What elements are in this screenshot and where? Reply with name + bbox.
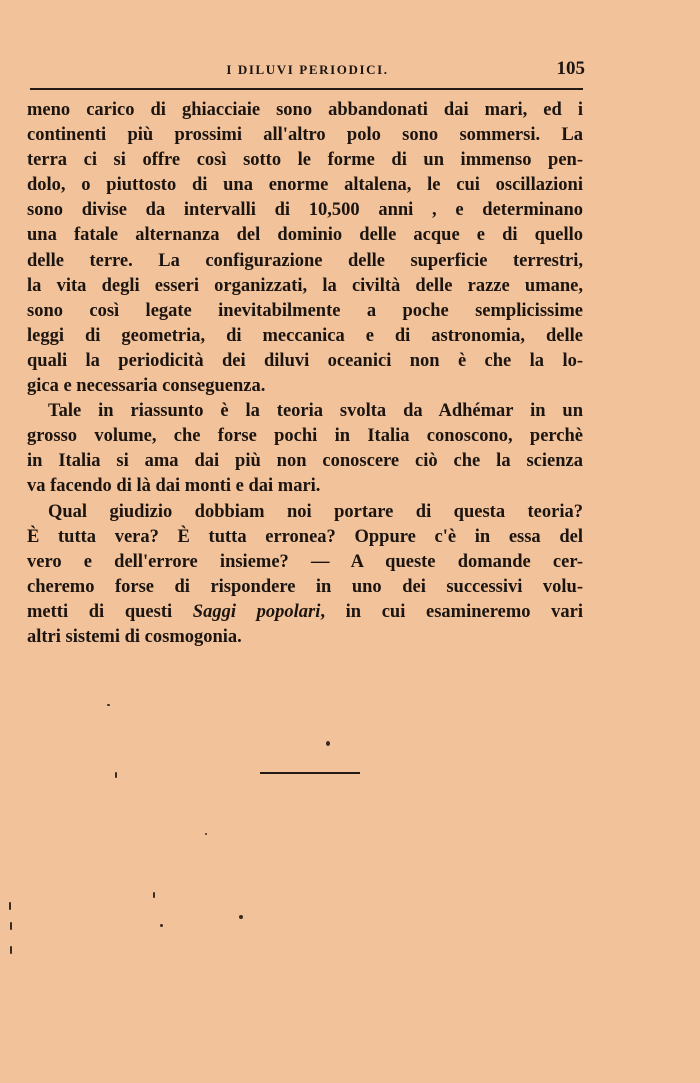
text-line: cheremo forse di rispondere in uno dei successivi volu- [27,576,583,597]
scan-speck [10,922,12,930]
scan-speck [326,741,330,746]
text-segment: metti di questi [27,601,193,622]
text-line-with-italic [27,600,583,625]
text-line: va facendo di là dai monti e dai mari. [27,476,321,497]
text-line: sono così legate inevitabilmente a poche semplicissime [27,300,583,321]
text-line: terra ci si offre così sotto le forme di un immenso pen- [27,150,583,171]
text-line: dolo, o piuttosto di una enorme altalena, le cui oscillazioni [27,175,583,196]
scan-speck [9,902,11,910]
text-line: altri sistemi di cosmogonia. [27,626,242,647]
text-segment: , in cui esamineremo vari [320,601,583,622]
text-line: quali la periodicità dei diluvi oceanici non è che la lo- [27,350,583,371]
text-line: È tutta vera? È tutta erronea? Oppure c'è in essa del [27,526,583,547]
end-rule [260,772,360,774]
scan-speck [239,915,243,919]
text-line: la vita degli esseri organizzati, la civiltà delle razze umane, [27,275,583,296]
text-line: Tale in riassunto è la teoria svolta da Adhémar in un [48,401,583,422]
scan-speck [10,946,12,954]
text-line: grosso volume, che forse pochi in Italia conoscono, perchè [27,426,583,447]
body-text [27,98,583,650]
text-line: leggi di geometria, di meccanica e di astronomia, delle [27,325,583,346]
scan-speck [205,833,207,835]
page-number: 105 [556,58,585,79]
paragraph-1 [27,98,583,399]
header-rule [30,88,583,90]
italic-title: Saggi popolari [192,601,321,622]
text-line: continenti più prossimi all'altro polo sono sommersi. La [27,125,583,146]
text-line: una fatale alternanza del dominio delle acque e di quello [27,225,583,246]
text-line: gica e necessaria conseguenza. [27,376,266,397]
running-title: I DILUVI PERIODICI. [226,62,389,77]
scan-speck [153,892,155,898]
scan-speck [107,704,110,706]
text-line: sono divise da intervalli di 10,500 anni , e determinano [27,200,583,221]
text-line: Qual giudizio dobbiam noi portare di questa teoria? [48,501,583,522]
scan-speck [160,924,163,927]
page-header [30,58,585,82]
paragraph-2 [27,399,583,499]
text-line: in Italia si ama dai più non conoscere ciò che la scienza [27,451,583,472]
text-line: vero e dell'errore insieme? — A queste domande cer- [27,551,583,572]
text-line: meno carico di ghiacciaie sono abbandonati dai mari, ed i [27,100,583,120]
text-line: delle terre. La configurazione delle superficie terrestri, [27,250,583,271]
paragraph-3 [27,500,583,651]
scan-speck [115,772,117,778]
